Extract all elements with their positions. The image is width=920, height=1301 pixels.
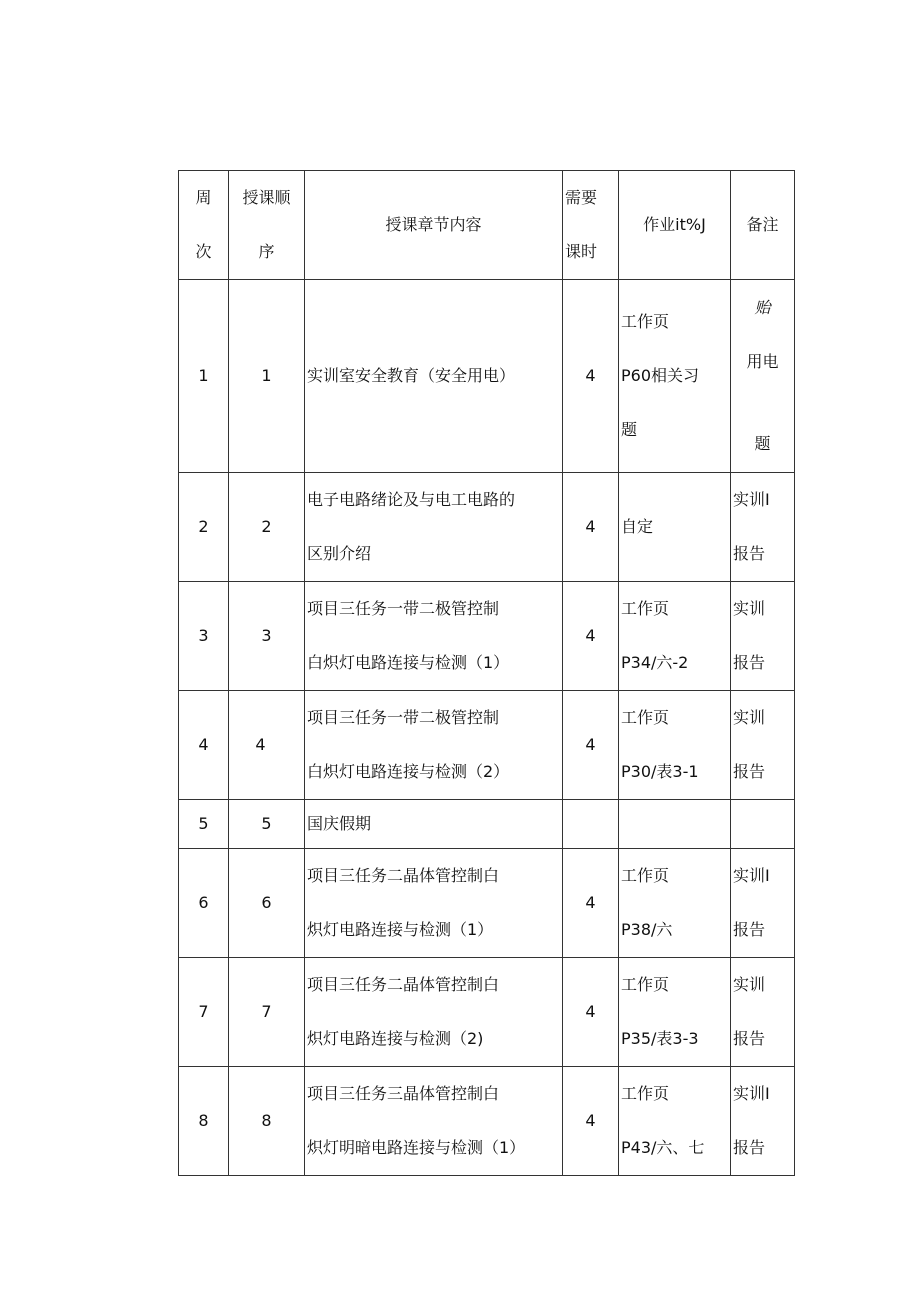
- content-cell: [305, 473, 563, 582]
- hours-cell: 4: [563, 473, 619, 582]
- hours-cell: 4: [563, 958, 619, 1067]
- content-cell: [305, 958, 563, 1067]
- week-cell: 3: [179, 582, 229, 691]
- homework-line: P30/表3-1: [621, 762, 699, 781]
- order-cell: 2: [229, 473, 305, 582]
- homework-line: 工作页: [621, 708, 670, 727]
- table-row: [179, 691, 795, 800]
- remark-cell: [731, 849, 795, 958]
- homework-cell: [619, 691, 731, 800]
- homework-cell: [619, 473, 731, 582]
- week-cell: 2: [179, 473, 229, 582]
- homework-line: P43/六、七: [621, 1138, 705, 1157]
- remark-line: 实训I: [733, 1084, 770, 1103]
- content-line: 国庆假期: [307, 814, 372, 833]
- content-cell: [305, 582, 563, 691]
- header-week-line2: 次: [195, 242, 212, 261]
- remark-cell: [731, 473, 795, 582]
- header-hours: [563, 171, 619, 280]
- content-line: 白炽灯电路连接与检测（1）: [307, 653, 510, 672]
- table-row: [179, 473, 795, 582]
- header-hours-line1: 需要: [565, 188, 598, 207]
- content-cell: [305, 691, 563, 800]
- content-line: 白炽灯电路连接与检测（2）: [307, 762, 510, 781]
- header-week-line1: 周: [195, 188, 212, 207]
- remark-line: 实训: [733, 599, 766, 618]
- content-line: 炽灯电路连接与检测（2): [307, 1029, 484, 1048]
- order-cell: 3: [229, 582, 305, 691]
- remark-line: 题: [754, 434, 771, 453]
- content-line: 电子电路绪论及与电工电路的: [307, 490, 516, 509]
- homework-line: P35/表3-3: [621, 1029, 699, 1048]
- content-line: 项目三任务三晶体管控制白: [307, 1084, 500, 1103]
- homework-line: 工作页: [621, 312, 670, 331]
- homework-cell: [619, 280, 731, 473]
- table-row: [179, 849, 795, 958]
- hours-cell: 4: [563, 1067, 619, 1176]
- homework-cell: [619, 1067, 731, 1176]
- remark-cell: [731, 958, 795, 1067]
- homework-line: 工作页: [621, 866, 670, 885]
- hours-cell: [563, 800, 619, 849]
- week-cell: 5: [179, 800, 229, 849]
- remark-line: 实训I: [733, 490, 770, 509]
- remark-line: 实训I: [733, 866, 770, 885]
- week-cell: 4: [179, 691, 229, 800]
- remark-line: 实训: [733, 708, 766, 727]
- header-order-line1: 授课顺: [242, 188, 291, 207]
- hours-cell: 4: [563, 849, 619, 958]
- content-line: 项目三任务一带二极管控制: [307, 708, 500, 727]
- homework-line: 工作页: [621, 599, 670, 618]
- hours-cell: 4: [563, 582, 619, 691]
- homework-line: 工作页: [621, 1084, 670, 1103]
- header-order-line2: 序: [258, 242, 275, 261]
- content-line: 项目三任务二晶体管控制白: [307, 866, 500, 885]
- week-cell: 7: [179, 958, 229, 1067]
- remark-line: 报告: [733, 920, 766, 939]
- content-line: 炽灯电路连接与检测（1）: [307, 920, 494, 939]
- header-week: [179, 171, 229, 280]
- week-cell: 8: [179, 1067, 229, 1176]
- remark-line: 报告: [733, 544, 766, 563]
- header-order: [229, 171, 305, 280]
- remark-cell: [731, 691, 795, 800]
- header-content: 授课章节内容: [305, 171, 563, 280]
- week-cell: 6: [179, 849, 229, 958]
- content-line: 区别介绍: [307, 544, 372, 563]
- content-line: 项目三任务一带二极管控制: [307, 599, 500, 618]
- content-cell: [305, 280, 563, 473]
- homework-cell: [619, 849, 731, 958]
- remark-cell: [731, 582, 795, 691]
- header-hours-line2: 课时: [565, 242, 598, 261]
- remark-line: 报告: [733, 1029, 766, 1048]
- homework-cell: [619, 800, 731, 849]
- order-cell: 1: [229, 280, 305, 473]
- header-homework: 作业it%J: [619, 171, 731, 280]
- order-cell: 5: [229, 800, 305, 849]
- homework-cell: [619, 958, 731, 1067]
- remark-line: 贻: [754, 298, 771, 317]
- order-cell: 4: [229, 691, 305, 800]
- remark-line: 实训: [733, 975, 766, 994]
- content-cell: [305, 849, 563, 958]
- table-row: [179, 958, 795, 1067]
- homework-cell: [619, 582, 731, 691]
- order-cell: 6: [229, 849, 305, 958]
- header-remark: 备注: [731, 171, 795, 280]
- content-line: 实训室安全教育（安全用电）: [307, 366, 516, 385]
- week-cell: 1: [179, 280, 229, 473]
- homework-line: P60相关习: [621, 366, 700, 385]
- remark-line: 报告: [733, 653, 766, 672]
- remark-cell: [731, 280, 795, 473]
- remark-line: 用电: [746, 352, 779, 371]
- table-row: [179, 1067, 795, 1176]
- course-schedule-table: [178, 170, 795, 1176]
- content-line: 炽灯明暗电路连接与检测（1）: [307, 1138, 526, 1157]
- table-row: [179, 582, 795, 691]
- remark-line: 报告: [733, 762, 766, 781]
- content-line: 项目三任务二晶体管控制白: [307, 975, 500, 994]
- hours-cell: 4: [563, 691, 619, 800]
- content-cell: [305, 1067, 563, 1176]
- remark-line: 报告: [733, 1138, 766, 1157]
- homework-line: 工作页: [621, 975, 670, 994]
- content-cell: [305, 800, 563, 849]
- order-cell: 7: [229, 958, 305, 1067]
- hours-cell: 4: [563, 280, 619, 473]
- remark-cell: [731, 1067, 795, 1176]
- remark-cell: [731, 800, 795, 849]
- table-row: [179, 800, 795, 849]
- homework-line: 题: [621, 420, 638, 439]
- header-row: [179, 171, 795, 280]
- homework-line: 自定: [621, 517, 654, 536]
- order-cell: 8: [229, 1067, 305, 1176]
- table-row: [179, 280, 795, 473]
- homework-line: P38/六: [621, 920, 673, 939]
- homework-line: P34/六-2: [621, 653, 689, 672]
